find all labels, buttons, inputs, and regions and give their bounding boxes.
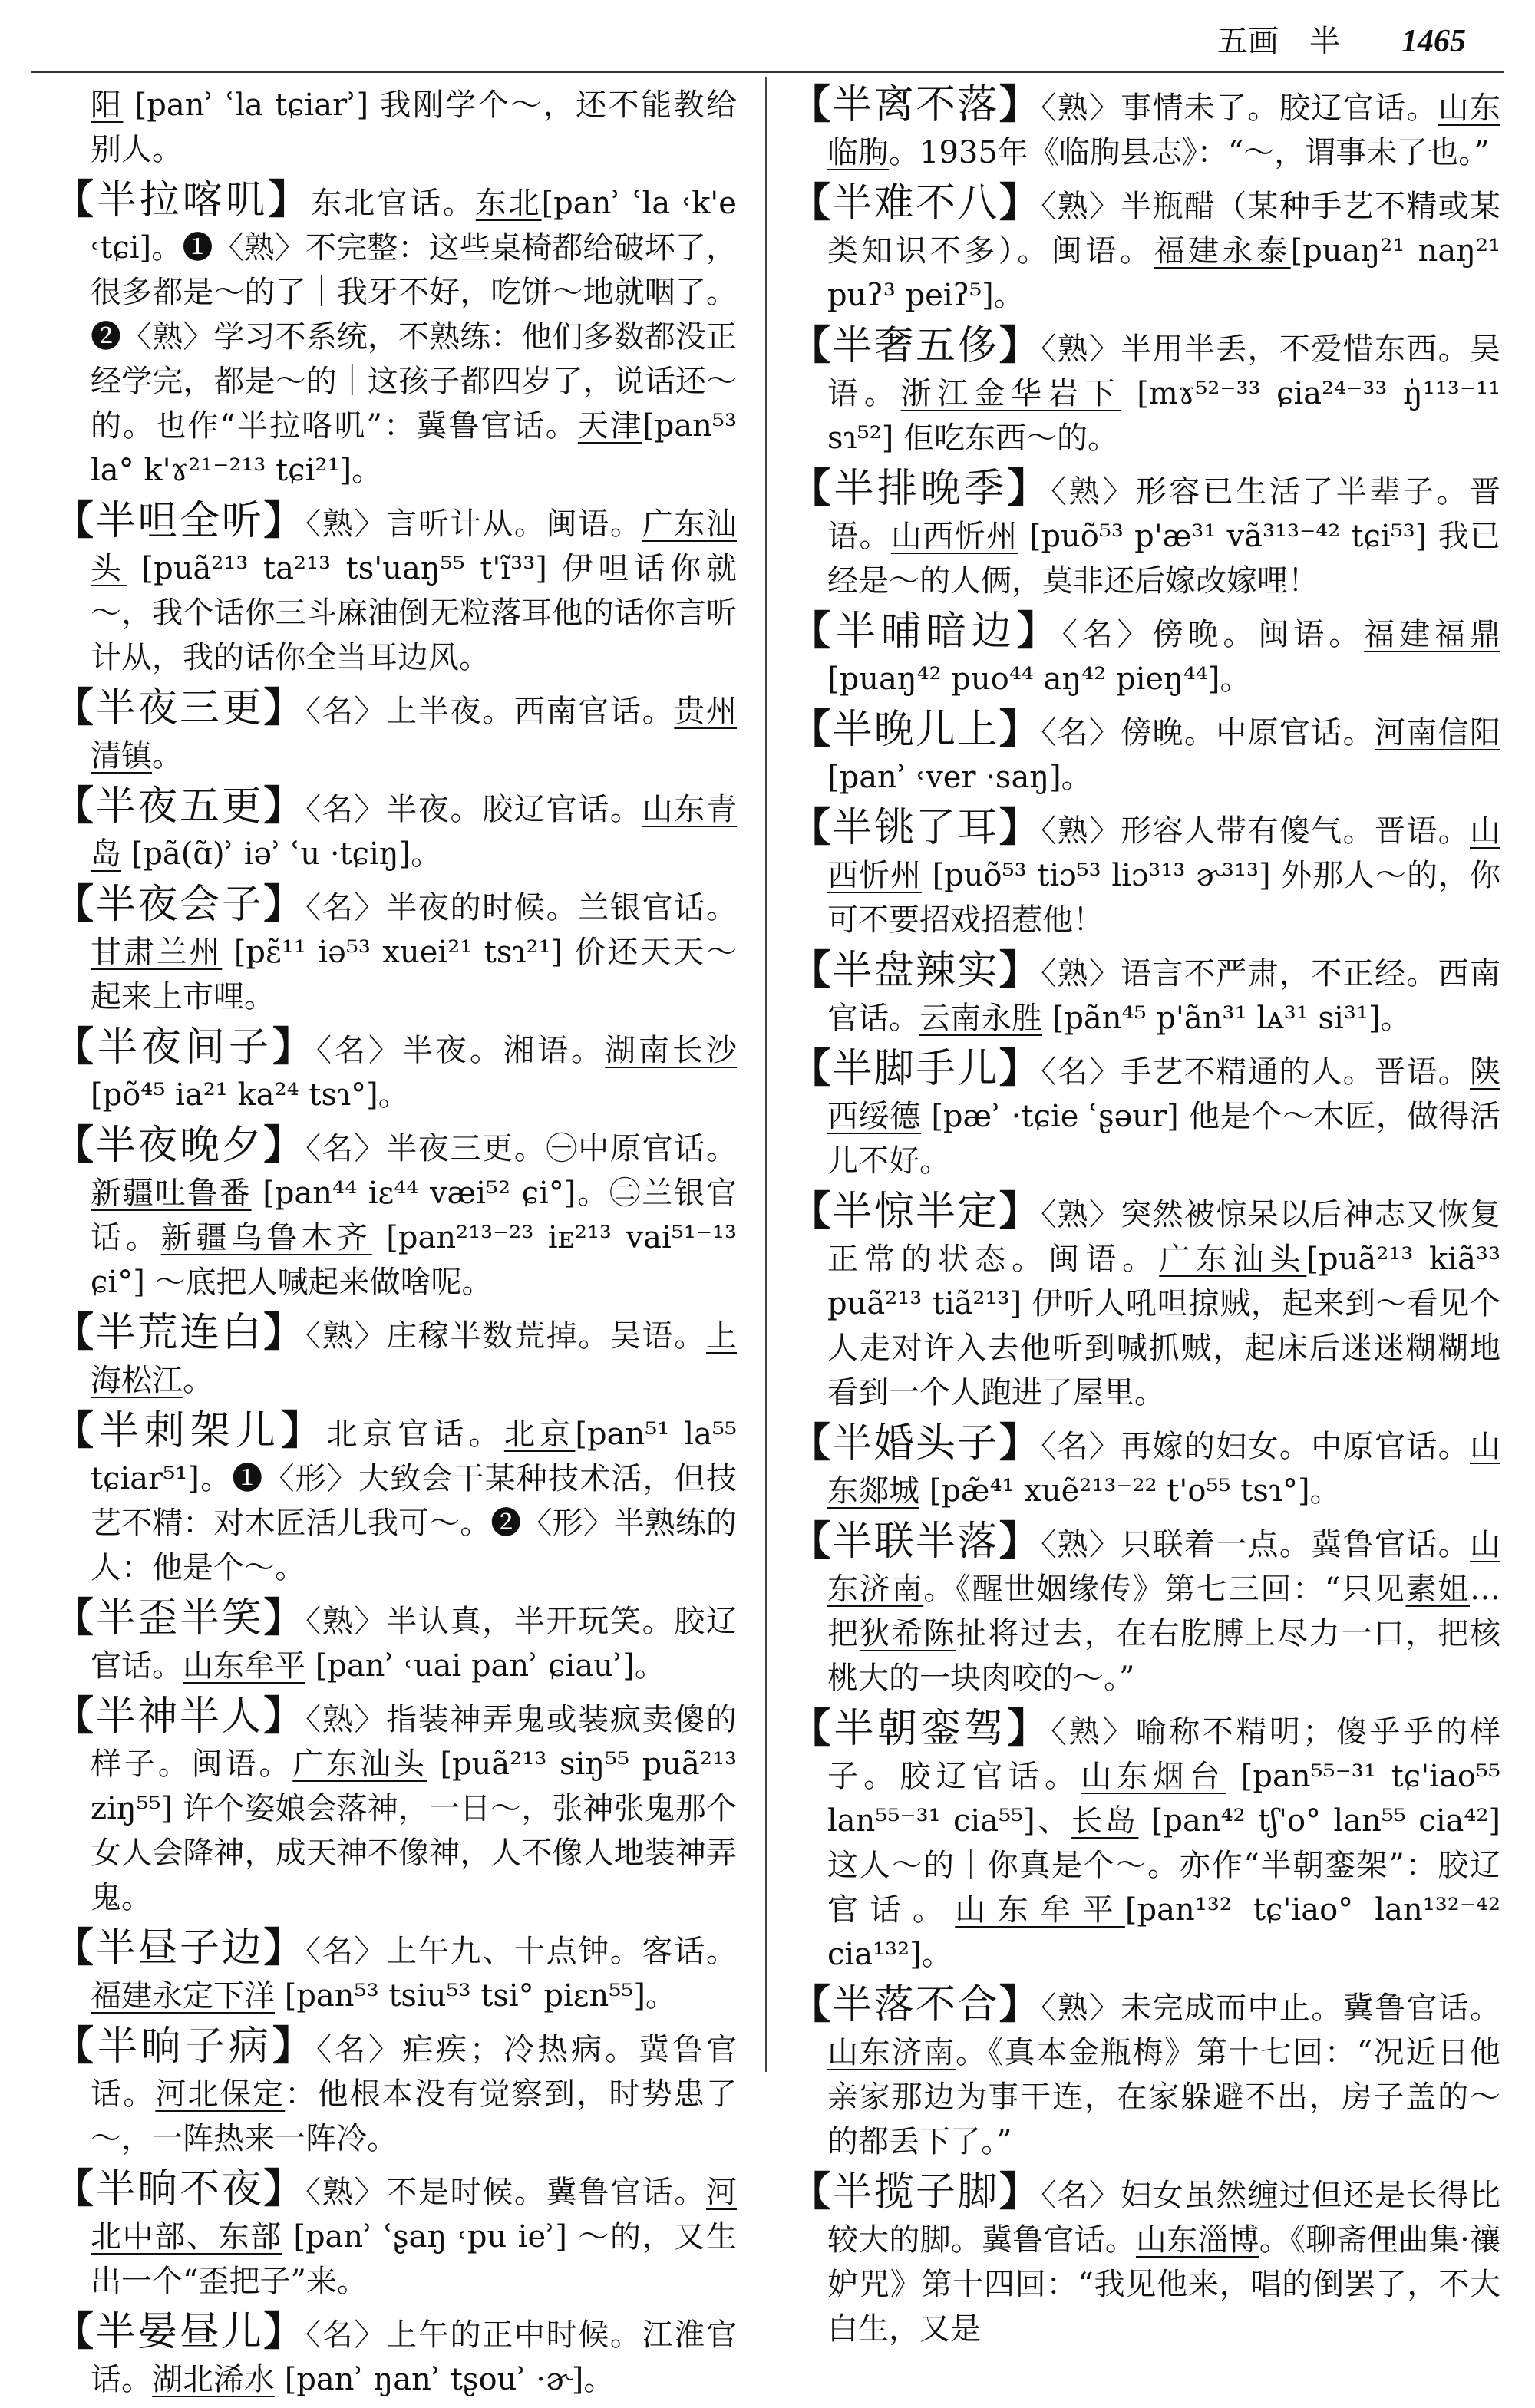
headword xyxy=(791,1706,1051,1752)
header-rule xyxy=(31,71,1504,73)
entry-text: 。 xyxy=(152,738,183,774)
entry-text: 〈熟〉形容人带有傻气。晋语。 xyxy=(1041,813,1470,849)
headword xyxy=(791,948,1041,994)
headword-text: 半晏昼儿 xyxy=(95,2309,264,2355)
place-name: 素姐 xyxy=(1405,1572,1471,1607)
entry-text: 〈名〉上半夜。西南官话。 xyxy=(305,694,675,729)
close-bracket: 】 xyxy=(1007,1705,1051,1752)
entry-text: [põ⁴⁵ ia²¹ ka²⁴ tsɿ°]。 xyxy=(91,1077,409,1113)
headword xyxy=(54,882,305,928)
entry-text: [puõ⁵³ tiɔ⁵³ liɔ³¹³ ɚ³¹³] 外那人～的，你可不要招戏招惹他！ xyxy=(827,858,1501,938)
entry-text: 〈名〉半夜。胶辽官话。 xyxy=(305,792,642,827)
headword xyxy=(54,1123,305,1169)
entry-text: 扯将过去，在右肐膊上尽力一口，把核桃大的一块肉咬的～。” xyxy=(827,1616,1501,1696)
entry-text: [pan²¹³⁻²³ iᴇ²¹³ vai⁵¹⁻¹³ ɕi°] ～底把人喊起来做啥呢。 xyxy=(91,1220,738,1300)
headword xyxy=(54,1595,305,1641)
place-name: 新疆乌鲁木齐 xyxy=(160,1220,372,1255)
entry-text: 。1935年《临朐县志》：“～，谓事未了也。” xyxy=(889,135,1490,170)
close-bracket: 】 xyxy=(1016,608,1062,655)
headword-text: 半脚手儿 xyxy=(832,1046,999,1092)
place-name: 山东临朐 xyxy=(827,91,1501,170)
place-name: 狄希陈 xyxy=(859,1616,956,1651)
close-bracket: 】 xyxy=(263,881,306,928)
entry-text: 。《真本金瓶梅》第十七回：“况近日他亲家那边为事干连，在家躲避不出，房子盖的～的都丢下了。” xyxy=(827,2035,1501,2159)
dictionary-entry xyxy=(791,1421,1500,1513)
open-bracket: 【 xyxy=(791,1188,833,1235)
entry-text: …把 xyxy=(827,1572,1501,1651)
entry-text: 〈名〉再嫁的妇女。中原官话。 xyxy=(1041,1429,1470,1464)
headword-text: 半拉喀叽 xyxy=(96,177,269,223)
open-bracket: 【 xyxy=(791,706,833,753)
place-name: 山西忻州 xyxy=(827,813,1500,893)
entry-text: 〈名〉半夜的时候。兰银官话。 xyxy=(305,890,737,925)
place-name: 新疆吐鲁番 xyxy=(91,1176,252,1211)
place-name: 天津 xyxy=(577,408,643,444)
entry-text: [pãn⁴⁵ p'ãn³¹ lᴀ³¹ si³¹]。 xyxy=(1042,1001,1411,1036)
headword-text: 半昼子边 xyxy=(95,1925,264,1971)
entry-text: [panʾ ʿla ˓k'e ˓tɕi]。❶〈熟〉不完整：这些桌椅都给破坏了，很多都是～的了｜我牙不好，吃饼～地就咽了。❷〈熟〉学习不系统，不熟练：他们多数都没正经学完，都是～的｜这孩子都四岁了，说话还～的。也作“半拉咯叽”：冀鲁官话。 xyxy=(91,186,737,444)
open-bracket: 【 xyxy=(54,176,97,223)
dictionary-entry xyxy=(54,1694,737,1920)
place-name: 河北保定 xyxy=(155,2076,286,2112)
entry-text: 〈名〉傍晚。中原官话。 xyxy=(1041,715,1375,750)
headword xyxy=(54,1310,305,1356)
headword-text: 半晚儿上 xyxy=(832,707,999,753)
close-bracket: 】 xyxy=(263,1309,306,1356)
entry-text: 〈名〉上午九、十点钟。客话。 xyxy=(305,1934,737,1969)
close-bracket: 】 xyxy=(268,176,312,223)
dictionary-entry xyxy=(791,2170,1500,2351)
dictionary-entry xyxy=(791,467,1500,603)
place-name: 长岛 xyxy=(1071,1803,1139,1839)
entry-text: ：他根本没有觉察到，时势患了～，一阵热来一阵冷。 xyxy=(91,2076,738,2156)
headword-text: 半晌不夜 xyxy=(95,2166,264,2212)
close-bracket: 】 xyxy=(999,322,1041,369)
dictionary-entry xyxy=(54,2024,737,2161)
close-bracket: 】 xyxy=(263,783,306,830)
headword xyxy=(54,1925,305,1971)
headword-text: 半歪半笑 xyxy=(95,1595,264,1641)
entry-text: 。《聊斋俚曲集·禳妒咒》第十四回：“我见他来，唱的倒罢了，不大白生，又是 xyxy=(827,2222,1501,2347)
place-name: 山东济南 xyxy=(827,1527,1500,1607)
dictionary-entry xyxy=(54,1409,737,1590)
entry-text: [pan⁵¹ la⁵⁵ tɕiar⁵¹]。❶〈形〉大致会干某种技术活，但技艺不精：对木匠活儿我可～。❷〈形〉半熟练的人：他是个～。 xyxy=(91,1417,737,1585)
dictionary-entry xyxy=(54,1025,737,1117)
open-bracket: 【 xyxy=(791,947,833,994)
close-bracket: 】 xyxy=(999,1981,1041,2028)
close-bracket: 】 xyxy=(999,804,1041,851)
place-name: 甘肃兰州 xyxy=(91,935,223,970)
headword-text: 半排晚季 xyxy=(834,466,1008,512)
place-name: 上海松江 xyxy=(91,1318,737,1398)
entry-text: 〈熟〉言听计从。闽语。 xyxy=(305,506,642,542)
headword xyxy=(54,498,305,544)
place-name: 北京 xyxy=(503,1417,576,1452)
dictionary-entry xyxy=(791,1983,1500,2164)
entry-text: [pan⁵³ tsiu⁵³ tsi° piɛn⁵⁵]。 xyxy=(275,1978,676,2014)
open-bracket: 【 xyxy=(54,1024,97,1070)
headword-text: 半朝銮驾 xyxy=(834,1706,1008,1752)
headword xyxy=(791,1982,1041,2028)
dictionary-entry xyxy=(54,1926,737,2018)
entry-text: 〈熟〉语言不严肃，不正经。西南官话。 xyxy=(827,956,1500,1036)
close-bracket: 】 xyxy=(999,1420,1041,1466)
place-name: 湖北浠水 xyxy=(152,2362,275,2397)
dictionary-entry xyxy=(791,181,1500,318)
close-bracket: 】 xyxy=(272,1024,316,1070)
headword-text: 半离不落 xyxy=(832,82,999,128)
dictionary-entry xyxy=(54,2167,737,2304)
headword-text: 半落不合 xyxy=(832,1982,999,2028)
entry-text: 东北官话。 xyxy=(311,186,476,221)
place-name: 山西忻州 xyxy=(890,519,1018,554)
close-bracket: 】 xyxy=(263,684,306,731)
headword xyxy=(791,466,1051,512)
entry-text: 〈名〉半夜。湘语。 xyxy=(316,1033,605,1068)
dictionary-entry xyxy=(54,882,737,1019)
headword xyxy=(791,609,1062,655)
open-bracket: 【 xyxy=(791,1420,833,1466)
entry-text: [panʾ ŋanʾ tʂouʾ ·ɚ]。 xyxy=(275,2362,615,2397)
headword-text: 半夜会子 xyxy=(95,882,264,928)
headword xyxy=(791,1046,1041,1092)
place-name: 山东牟平 xyxy=(955,1892,1125,1928)
headword xyxy=(791,2169,1041,2215)
entry-text: 。 xyxy=(183,1363,213,1398)
entry-text: 〈名〉手艺不精通的人。晋语。 xyxy=(1041,1054,1470,1090)
place-name: 山东淄博 xyxy=(1135,2222,1259,2258)
headword-text: 半夜间子 xyxy=(97,1024,272,1070)
headword xyxy=(791,180,1041,226)
open-bracket: 【 xyxy=(54,2023,97,2070)
headword xyxy=(791,1420,1041,1466)
open-bracket: 【 xyxy=(791,608,836,655)
radical-label: 半 xyxy=(1309,24,1340,59)
right-column xyxy=(791,83,1500,2357)
open-bracket: 【 xyxy=(54,783,96,830)
open-bracket: 【 xyxy=(791,1981,833,2028)
entry-text: 〈熟〉事情未了。胶辽官话。 xyxy=(1041,91,1438,126)
close-bracket: 】 xyxy=(263,1595,306,1641)
place-name: 贵州清镇 xyxy=(91,694,737,774)
entry-text: 〈熟〉只联着一点。冀鲁官话。 xyxy=(1041,1527,1470,1562)
dictionary-entry xyxy=(54,1596,737,1688)
entry-text: [puã²¹³ siŋ⁵⁵ puã²¹³ ziŋ⁵⁵] 许个姿娘会落神，一日～，张神张鬼那个女人会降神，成天神不像神，人不像人地装神弄鬼。 xyxy=(91,1747,738,1915)
dictionary-entry xyxy=(54,784,737,876)
entry-text: 〈熟〉不是时候。冀鲁官话。 xyxy=(305,2175,706,2210)
open-bracket: 【 xyxy=(54,1595,96,1641)
entry-text: [pɛ̃¹¹ iə⁵³ xuei²¹ tsɿ²¹] 价还天天～起来上市哩。 xyxy=(91,935,737,1014)
entry-text: [mɤ⁵²⁻³³ ɕia²⁴⁻³³ ŋ̍¹¹³⁻¹¹ sɿ⁵²] 佢吃东西～的。 xyxy=(827,376,1501,456)
headword xyxy=(791,1519,1041,1565)
open-bracket: 【 xyxy=(54,684,96,731)
close-bracket: 】 xyxy=(263,1693,306,1740)
section-label: 五画 xyxy=(1217,24,1279,59)
headword-text: 半难不八 xyxy=(832,180,999,226)
left-column xyxy=(54,83,737,2408)
open-bracket: 【 xyxy=(54,1407,100,1454)
page-number: 1465 xyxy=(1401,24,1466,59)
entry-text: 〈熟〉未完成而中止。冀鲁官话。 xyxy=(1041,1991,1500,2026)
close-bracket: 】 xyxy=(1007,465,1051,512)
headword xyxy=(54,685,305,731)
open-bracket: 【 xyxy=(791,1518,833,1565)
open-bracket: 【 xyxy=(54,1122,96,1169)
close-bracket: 】 xyxy=(272,2023,316,2070)
headword-text: 半婚头子 xyxy=(832,1420,999,1466)
running-header xyxy=(1217,17,1466,61)
entry-text: [pan⁵³ la° k'ɤ²¹⁻²¹³ tɕi²¹]。 xyxy=(91,408,737,488)
dictionary-entry xyxy=(54,178,737,493)
dictionary-entry xyxy=(791,1519,1500,1700)
open-bracket: 【 xyxy=(791,804,833,851)
entry-text: [panʾ ˓uai panʾ ɕiauʾ]。 xyxy=(305,1648,665,1684)
entry-text: [pæ̃⁴¹ xuẽ²¹³⁻²² t'o⁵⁵ tsɿ°]。 xyxy=(919,1473,1341,1509)
open-bracket: 【 xyxy=(791,1045,833,1092)
headword xyxy=(791,323,1041,369)
entry-text: 〈熟〉喻称不精明；傻乎乎的样子。胶辽官话。 xyxy=(827,1714,1500,1794)
dictionary-entry xyxy=(791,1707,1500,1977)
open-bracket: 【 xyxy=(791,180,833,226)
dictionary-entry xyxy=(791,609,1500,701)
entry-text: 〈熟〉突然被惊呆以后神志又恢复正常的状态。闽语。 xyxy=(827,1197,1500,1277)
dictionary-entry xyxy=(791,806,1500,942)
headword-text: 半揽子脚 xyxy=(832,2169,999,2215)
column-divider xyxy=(765,77,767,2072)
entry-text: [puaŋ²¹ naŋ²¹ puʔ³ peiʔ⁵]。 xyxy=(827,233,1501,313)
entry-text: 北京官话。 xyxy=(326,1417,504,1452)
entry-text: [pan¹³² tɕ'iao° lan¹³²⁻⁴² cia¹³²]。 xyxy=(827,1892,1500,1972)
place-name: 福建福鼎 xyxy=(1364,617,1500,652)
close-bracket: 】 xyxy=(263,2308,306,2355)
headword-text: 半夜晚夕 xyxy=(95,1123,264,1169)
headword-text: 半神半人 xyxy=(95,1694,264,1740)
open-bracket: 【 xyxy=(791,322,833,369)
headword-text: 半盘辣实 xyxy=(832,948,999,994)
entry-text: 〈熟〉形容已生活了半辈子。晋语。 xyxy=(827,474,1500,554)
headword xyxy=(791,805,1041,851)
entry-text: [pan⁴² tʃ'o° lan⁵⁵ cia⁴²] 这人～的｜你真是个～。亦作“半朝銮架”：胶辽官话。 xyxy=(827,1803,1501,1928)
close-bracket: 】 xyxy=(999,1188,1041,1235)
close-bracket: 】 xyxy=(999,81,1041,128)
headword-text: 半铫了耳 xyxy=(832,805,999,851)
dictionary-entry xyxy=(791,708,1500,800)
entry-text: 〈名〉疟疾；冷热病。冀鲁官话。 xyxy=(91,2032,737,2112)
entry-text: [panʾ ʿla tɕiarʾ] 我刚学个～，还不能教给别人。 xyxy=(91,87,737,167)
place-name: 山东牟平 xyxy=(183,1648,305,1684)
close-bracket: 】 xyxy=(281,1407,327,1454)
entry-text: 。《醒世姻缘传》第七三回：“只见 xyxy=(923,1572,1406,1607)
place-name: 云南永胜 xyxy=(919,1001,1042,1036)
place-name: 湖南长沙 xyxy=(604,1033,737,1068)
headword xyxy=(54,2309,305,2355)
place-name: 广东汕头 xyxy=(292,1747,427,1782)
headword-text: 半剌架儿 xyxy=(99,1408,282,1454)
headword-text: 半夜三更 xyxy=(95,685,264,731)
headword-text: 半奢五侈 xyxy=(832,323,999,369)
close-bracket: 】 xyxy=(263,1925,306,1971)
headword-text: 半夜五更 xyxy=(95,783,264,830)
place-name: 山东郯城 xyxy=(827,1429,1500,1509)
headword xyxy=(791,82,1041,128)
headword xyxy=(54,2166,305,2212)
close-bracket: 】 xyxy=(999,947,1041,994)
headword xyxy=(54,2024,316,2070)
close-bracket: 】 xyxy=(263,2166,306,2212)
entry-text: [panʾ ˓ver ·saŋ]。 xyxy=(827,760,1092,795)
place-name: 阳 xyxy=(91,87,124,123)
entry-text: 〈熟〉庄稼半数荒掉。吴语。 xyxy=(305,1318,706,1354)
close-bracket: 】 xyxy=(999,706,1041,753)
entry-text: 〈熟〉半认真，半开玩笑。胶辽官话。 xyxy=(91,1604,737,1684)
close-bracket: 】 xyxy=(263,497,306,544)
place-name: 山东青岛 xyxy=(91,792,737,872)
open-bracket: 【 xyxy=(54,2308,96,2355)
place-name: 河北中部、东部 xyxy=(91,2175,737,2255)
dictionary-entry xyxy=(54,686,737,778)
open-bracket: 【 xyxy=(791,81,833,128)
dictionary-entry xyxy=(54,83,737,172)
headword-text: 半晌子病 xyxy=(97,2024,272,2070)
dictionary-entry xyxy=(791,83,1500,175)
open-bracket: 【 xyxy=(54,497,96,544)
headword xyxy=(54,1408,327,1454)
headword-text: 半呾全听 xyxy=(95,498,264,544)
headword-text: 半惊半定 xyxy=(832,1189,999,1235)
dictionary-entry xyxy=(791,324,1500,460)
entry-text: 〈名〉傍晚。闽语。 xyxy=(1061,617,1365,652)
open-bracket: 【 xyxy=(54,1693,96,1740)
entry-text: [puã²¹³ ta²¹³ ts'uaŋ⁵⁵ t'ĩ³³] 伊呾话你就～，我个话你三斗麻油倒无粒落耳他的话你言听计从，我的话你全当耳边风。 xyxy=(91,551,737,675)
entry-text: [puõ⁵³ p'æ³¹ vã³¹³⁻⁴² tɕi⁵³] 我已经是～的人俩，莫非还后嫁改嫁哩！ xyxy=(827,519,1500,599)
entry-text: [pã(ɑ̃)ʾ iəʾ ʿu ·tɕiŋ]。 xyxy=(121,836,442,872)
dictionary-entry xyxy=(54,2310,737,2402)
entry-text: [pan⁵⁵⁻³¹ tɕ'iao⁵⁵ lan⁵⁵⁻³¹ cia⁵⁵]、 xyxy=(827,1759,1501,1839)
headword xyxy=(54,1694,305,1740)
place-name: 山东济南 xyxy=(827,2035,956,2070)
dictionary-entry xyxy=(791,948,1500,1041)
open-bracket: 【 xyxy=(54,1925,96,1971)
place-name: 东北 xyxy=(475,186,542,221)
dictionary-entry xyxy=(54,499,737,680)
headword xyxy=(791,707,1041,753)
headword xyxy=(54,1024,316,1070)
place-name: 浙江金华岩下 xyxy=(900,376,1121,411)
open-bracket: 【 xyxy=(54,1309,96,1356)
headword xyxy=(54,783,305,830)
entry-text: 〈熟〉指装神弄鬼或装疯卖傻的样子。闽语。 xyxy=(91,1702,737,1782)
close-bracket: 】 xyxy=(999,2169,1041,2215)
place-name: 广东汕头 xyxy=(1159,1242,1307,1277)
open-bracket: 【 xyxy=(791,1705,834,1752)
headword xyxy=(54,177,311,223)
entry-text: [puã²¹³ kiã³³ puã²¹³ tiã²¹³] 伊听人吼呾掠贼，起来到～看见个人走对许入去他听到喊抓贼，起床后迷迷糊糊地看到一个人跑进了屋里。 xyxy=(827,1242,1501,1410)
headword-text: 半联半落 xyxy=(832,1519,999,1565)
entry-text: [pan⁴⁴ iɛ⁴⁴ væi⁵² ɕi°]。㊁兰银官话。 xyxy=(91,1176,737,1255)
dictionary-entry xyxy=(791,1047,1500,1183)
headword-text: 半晡暗边 xyxy=(835,609,1017,655)
open-bracket: 【 xyxy=(54,881,96,928)
entry-text: [panʾ ʿʂaŋ ˓pu ieʾ] ～的，又生出一个“歪把子”来。 xyxy=(91,2219,738,2299)
dictionary-entry xyxy=(791,1189,1500,1415)
place-name: 福建永定下洋 xyxy=(91,1978,275,2014)
place-name: 广东汕头 xyxy=(91,506,737,586)
entry-text: 〈熟〉半瓶醋（某种手艺不精或某类知识不多）。闽语。 xyxy=(827,189,1500,269)
headword xyxy=(791,1189,1041,1235)
entry-text: [puaŋ⁴² puo⁴⁴ aŋ⁴² pieŋ⁴⁴]。 xyxy=(827,661,1251,697)
close-bracket: 】 xyxy=(999,1045,1041,1092)
dictionary-entry xyxy=(54,1123,737,1305)
close-bracket: 】 xyxy=(999,1518,1041,1565)
open-bracket: 【 xyxy=(791,2169,833,2215)
entry-text: 〈名〉妇女虽然缠过但还是长得比较大的脚。冀鲁官话。 xyxy=(827,2178,1500,2258)
headword-text: 半荒连白 xyxy=(95,1310,264,1356)
entry-text: 〈名〉半夜三更。㊀中原官话。 xyxy=(305,1131,737,1166)
place-name: 山东烟台 xyxy=(1081,1759,1226,1794)
place-name: 河南信阳 xyxy=(1374,715,1500,750)
close-bracket: 】 xyxy=(999,180,1041,226)
dictionary-entry xyxy=(54,1311,737,1403)
open-bracket: 【 xyxy=(791,465,834,512)
close-bracket: 】 xyxy=(263,1122,306,1169)
place-name: 福建永泰 xyxy=(1154,233,1291,269)
entry-text: [pæʾ ·tɕie ʿʂəur] 他是个～木匠，做得活儿不好。 xyxy=(827,1099,1500,1179)
entry-text: 〈熟〉半用半丢，不爱惜东西。吴语。 xyxy=(827,332,1500,411)
entry-text: 〈名〉上午的正中时候。江淮官话。 xyxy=(91,2317,737,2397)
open-bracket: 【 xyxy=(54,2166,96,2212)
place-name: 陕西绥德 xyxy=(827,1054,1500,1134)
